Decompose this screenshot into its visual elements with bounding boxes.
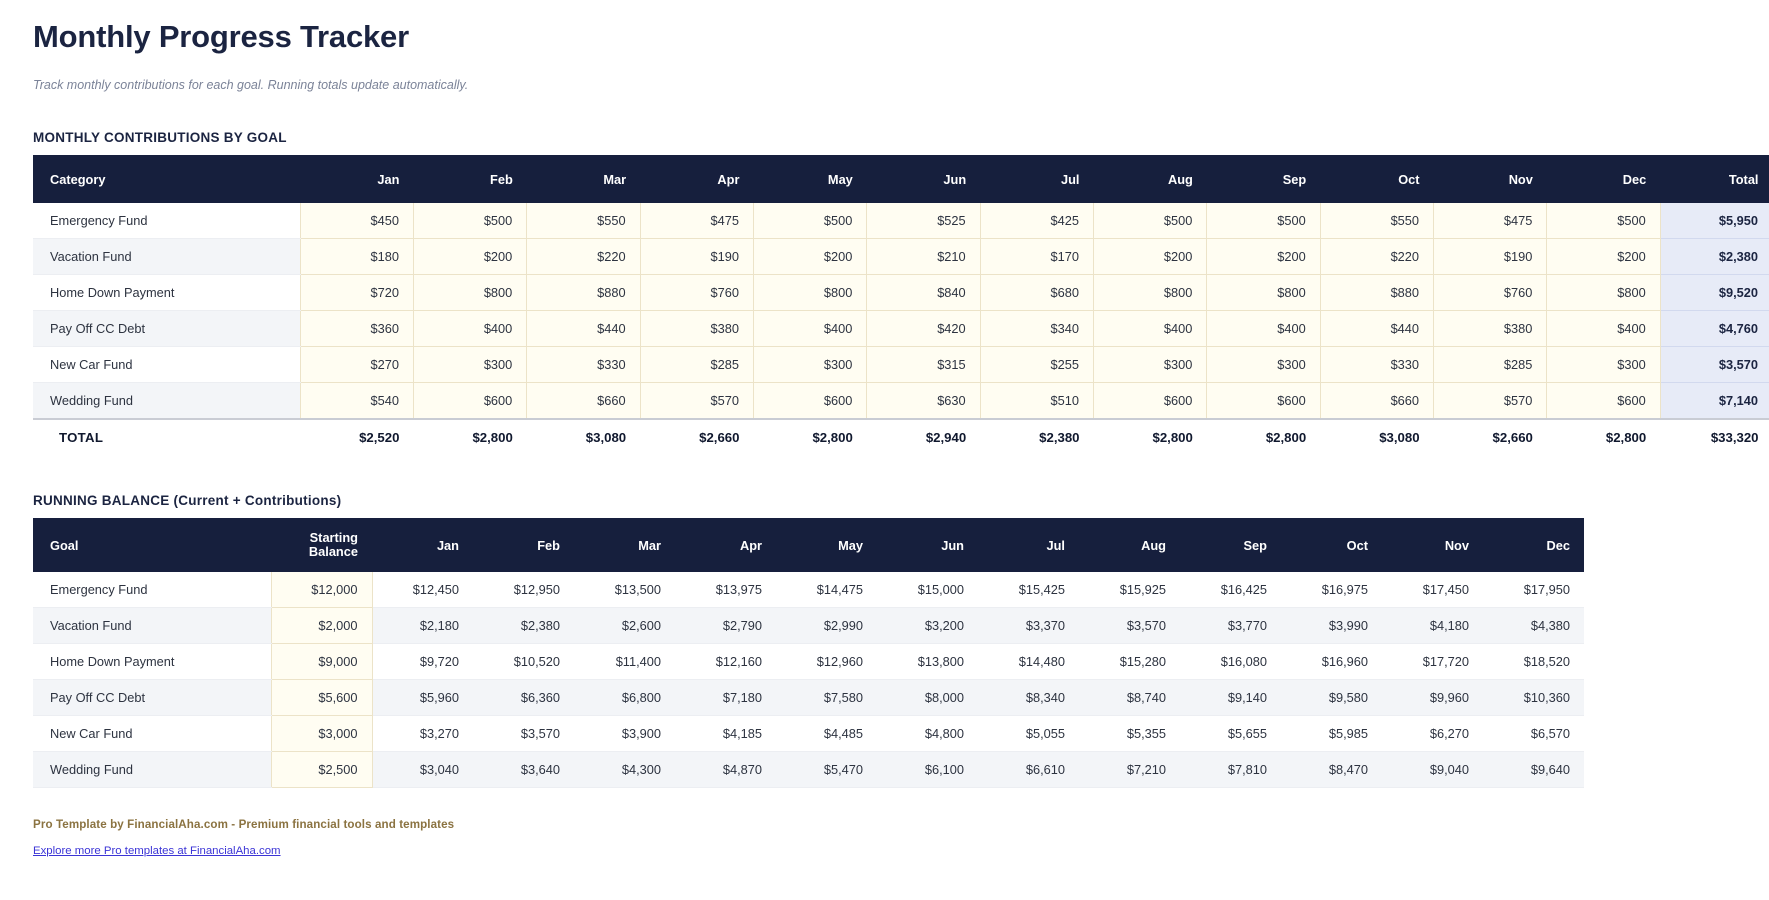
contributions-cell[interactable]: $200 <box>753 239 866 275</box>
contributions-col-header-jan: Jan <box>300 155 413 203</box>
table-row <box>33 383 1769 420</box>
running-balance-cell: $13,975 <box>675 572 776 608</box>
contributions-row-total: $4,760 <box>1660 311 1769 347</box>
running-balance-col-header-nov: Nov <box>1382 518 1483 572</box>
contributions-cell[interactable]: $360 <box>300 311 413 347</box>
contributions-cell[interactable]: $600 <box>1207 383 1320 420</box>
running-balance-cell: $16,975 <box>1281 572 1382 608</box>
contributions-row-total: $7,140 <box>1660 383 1769 420</box>
running-balance-cell: $10,520 <box>473 644 574 680</box>
contributions-cell[interactable]: $190 <box>640 239 753 275</box>
running-balance-cell: $9,040 <box>1382 752 1483 788</box>
grand-total-label: TOTAL <box>33 419 300 455</box>
table-row <box>33 752 1584 788</box>
grand-total-cell: $2,800 <box>413 419 526 455</box>
running-balance-cell: $5,655 <box>1180 716 1281 752</box>
contributions-cell[interactable]: $190 <box>1434 239 1547 275</box>
running-balance-cell: $9,640 <box>1483 752 1584 788</box>
running-balance-table <box>33 518 1584 788</box>
contributions-cell[interactable]: $180 <box>300 239 413 275</box>
contributions-cell[interactable]: $720 <box>300 275 413 311</box>
contributions-cell[interactable]: $800 <box>1547 275 1660 311</box>
contributions-cell[interactable]: $800 <box>753 275 866 311</box>
running-balance-cell: $2,380 <box>473 608 574 644</box>
running-balance-cell: $7,580 <box>776 680 877 716</box>
contributions-cell[interactable]: $420 <box>867 311 980 347</box>
running-balance-col-header-jun: Jun <box>877 518 978 572</box>
contributions-cell[interactable]: $300 <box>1207 347 1320 383</box>
grand-total-cell: $2,940 <box>867 419 980 455</box>
grand-total-cell: $2,800 <box>1207 419 1320 455</box>
promo-text: Pro Template by FinancialAha.com - Premium financial tools and templates <box>33 818 455 831</box>
running-balance-cell: $3,570 <box>1079 608 1180 644</box>
contributions-col-header-may: May <box>753 155 866 203</box>
contributions-cell[interactable]: $330 <box>1320 347 1433 383</box>
running-balance-cell: $4,800 <box>877 716 978 752</box>
running-balance-table-body <box>33 572 1584 788</box>
contributions-cell[interactable]: $500 <box>1207 203 1320 239</box>
contributions-row-label: New Car Fund <box>33 347 300 383</box>
running-balance-col-header-oct: Oct <box>1281 518 1382 572</box>
contributions-cell[interactable]: $300 <box>1547 347 1660 383</box>
running-balance-cell: $8,000 <box>877 680 978 716</box>
contributions-cell[interactable]: $500 <box>753 203 866 239</box>
contributions-cell[interactable]: $200 <box>1207 239 1320 275</box>
grand-total-cell: $2,520 <box>300 419 413 455</box>
running-balance-cell: $3,770 <box>1180 608 1281 644</box>
contributions-cell[interactable]: $600 <box>1547 383 1660 420</box>
starting-balance-cell[interactable]: $2,000 <box>271 608 372 644</box>
contributions-col-header-oct: Oct <box>1320 155 1433 203</box>
running-balance-header-row <box>33 518 1584 572</box>
running-balance-cell: $12,950 <box>473 572 574 608</box>
table-row <box>33 311 1769 347</box>
contributions-cell[interactable]: $550 <box>527 203 640 239</box>
contributions-cell[interactable]: $570 <box>640 383 753 420</box>
running-balance-cell: $4,180 <box>1382 608 1483 644</box>
running-balance-cell: $6,100 <box>877 752 978 788</box>
contributions-col-header-sep: Sep <box>1207 155 1320 203</box>
running-balance-cell: $5,355 <box>1079 716 1180 752</box>
running-balance-cell: $7,180 <box>675 680 776 716</box>
starting-balance-cell[interactable]: $3,000 <box>271 716 372 752</box>
contributions-cell[interactable]: $330 <box>527 347 640 383</box>
contributions-table-body <box>33 203 1769 455</box>
running-balance-cell: $2,990 <box>776 608 877 644</box>
running-balance-cell: $2,180 <box>372 608 473 644</box>
contributions-col-header-jun: Jun <box>867 155 980 203</box>
running-balance-cell: $3,570 <box>473 716 574 752</box>
running-balance-cell: $6,800 <box>574 680 675 716</box>
running-balance-cell: $2,600 <box>574 608 675 644</box>
contributions-cell[interactable]: $440 <box>1320 311 1433 347</box>
running-balance-cell: $9,580 <box>1281 680 1382 716</box>
running-balance-cell: $6,270 <box>1382 716 1483 752</box>
grand-total-sum: $33,320 <box>1660 419 1769 455</box>
running-balance-cell: $14,475 <box>776 572 877 608</box>
promo-link[interactable]: Explore more Pro templates at FinancialAha.com <box>33 845 281 857</box>
contributions-cell[interactable]: $400 <box>1094 311 1207 347</box>
running-balance-cell: $16,425 <box>1180 572 1281 608</box>
grand-total-cell: $3,080 <box>1320 419 1433 455</box>
running-balance-cell: $15,425 <box>978 572 1079 608</box>
running-balance-cell: $11,400 <box>574 644 675 680</box>
contributions-cell[interactable]: $315 <box>867 347 980 383</box>
contributions-cell[interactable]: $380 <box>640 311 753 347</box>
table-row <box>33 608 1584 644</box>
running-balance-cell: $8,470 <box>1281 752 1382 788</box>
grand-total-cell: $2,380 <box>980 419 1093 455</box>
contributions-cell[interactable]: $380 <box>1434 311 1547 347</box>
running-balance-cell: $12,960 <box>776 644 877 680</box>
contributions-cell[interactable]: $340 <box>980 311 1093 347</box>
running-balance-cell: $5,985 <box>1281 716 1382 752</box>
contributions-table-head <box>33 155 1769 203</box>
grand-total-cell: $2,660 <box>1434 419 1547 455</box>
running-balance-col-header-aug: Aug <box>1079 518 1180 572</box>
contributions-col-header-category: Category <box>33 155 300 203</box>
running-balance-cell: $4,185 <box>675 716 776 752</box>
contributions-cell[interactable]: $630 <box>867 383 980 420</box>
running-balance-cell: $5,055 <box>978 716 1079 752</box>
contributions-row-total: $5,950 <box>1660 203 1769 239</box>
contributions-cell[interactable]: $525 <box>867 203 980 239</box>
contributions-cell[interactable]: $285 <box>1434 347 1547 383</box>
contributions-cell[interactable]: $800 <box>413 275 526 311</box>
table-row <box>33 203 1769 239</box>
contributions-cell[interactable]: $600 <box>413 383 526 420</box>
running-balance-cell: $15,280 <box>1079 644 1180 680</box>
table-row <box>33 680 1584 716</box>
running-balance-cell: $4,870 <box>675 752 776 788</box>
grand-total-cell: $2,660 <box>640 419 753 455</box>
running-balance-col-header-jul: Jul <box>978 518 1079 572</box>
contributions-cell[interactable]: $400 <box>1207 311 1320 347</box>
running-balance-cell: $14,480 <box>978 644 1079 680</box>
running-balance-cell: $8,340 <box>978 680 1079 716</box>
running-balance-cell: $16,080 <box>1180 644 1281 680</box>
contributions-cell[interactable]: $440 <box>527 311 640 347</box>
running-balance-cell: $6,360 <box>473 680 574 716</box>
contributions-cell[interactable]: $500 <box>1094 203 1207 239</box>
running-balance-row-label: Pay Off CC Debt <box>33 680 271 716</box>
contributions-cell[interactable]: $170 <box>980 239 1093 275</box>
running-balance-col-header-dec: Dec <box>1483 518 1584 572</box>
running-balance-cell: $6,570 <box>1483 716 1584 752</box>
running-balance-cell: $3,900 <box>574 716 675 752</box>
contributions-cell[interactable]: $300 <box>753 347 866 383</box>
running-balance-col-header-goal: Goal <box>33 518 271 572</box>
contributions-col-header-total: Total <box>1660 155 1769 203</box>
contributions-cell[interactable]: $220 <box>1320 239 1433 275</box>
grand-total-cell: $2,800 <box>1547 419 1660 455</box>
running-balance-section-title: RUNNING BALANCE (Current + Contributions) <box>33 493 342 508</box>
running-balance-table-head <box>33 518 1584 572</box>
contributions-cell[interactable]: $285 <box>640 347 753 383</box>
contributions-cell[interactable]: $300 <box>1094 347 1207 383</box>
contributions-cell[interactable]: $450 <box>300 203 413 239</box>
contributions-row-label: Emergency Fund <box>33 203 300 239</box>
running-balance-cell: $17,450 <box>1382 572 1483 608</box>
contributions-cell[interactable]: $300 <box>413 347 526 383</box>
contributions-cell[interactable]: $200 <box>1094 239 1207 275</box>
running-balance-cell: $18,520 <box>1483 644 1584 680</box>
running-balance-cell: $3,990 <box>1281 608 1382 644</box>
contributions-header-row <box>33 155 1769 203</box>
running-balance-cell: $5,470 <box>776 752 877 788</box>
contributions-cell[interactable]: $600 <box>1094 383 1207 420</box>
contributions-cell[interactable]: $400 <box>413 311 526 347</box>
page-title: Monthly Progress Tracker <box>33 19 409 54</box>
contributions-cell[interactable]: $200 <box>413 239 526 275</box>
running-balance-cell: $9,960 <box>1382 680 1483 716</box>
running-balance-cell: $12,450 <box>372 572 473 608</box>
contributions-cell[interactable]: $600 <box>753 383 866 420</box>
contributions-cell[interactable]: $200 <box>1547 239 1660 275</box>
contributions-row-total: $9,520 <box>1660 275 1769 311</box>
running-balance-cell: $4,485 <box>776 716 877 752</box>
running-balance-row-label: Vacation Fund <box>33 608 271 644</box>
running-balance-row-label: New Car Fund <box>33 716 271 752</box>
table-row <box>33 275 1769 311</box>
contributions-col-header-jul: Jul <box>980 155 1093 203</box>
contributions-table <box>33 155 1769 455</box>
running-balance-cell: $9,720 <box>372 644 473 680</box>
table-row <box>33 716 1584 752</box>
contributions-cell[interactable]: $800 <box>1207 275 1320 311</box>
contributions-row-label: Home Down Payment <box>33 275 300 311</box>
running-balance-col-header-may: May <box>776 518 877 572</box>
contributions-row-label: Wedding Fund <box>33 383 300 420</box>
contributions-row-label: Pay Off CC Debt <box>33 311 300 347</box>
contributions-cell[interactable]: $220 <box>527 239 640 275</box>
contributions-cell[interactable]: $500 <box>1547 203 1660 239</box>
running-balance-cell: $17,950 <box>1483 572 1584 608</box>
contributions-cell[interactable]: $550 <box>1320 203 1433 239</box>
contributions-cell[interactable]: $660 <box>1320 383 1433 420</box>
running-balance-cell: $15,925 <box>1079 572 1180 608</box>
running-balance-row-label: Emergency Fund <box>33 572 271 608</box>
page-subtitle: Track monthly contributions for each goal. Running totals update automatically. <box>33 78 469 92</box>
table-row <box>33 572 1584 608</box>
running-balance-cell: $10,360 <box>1483 680 1584 716</box>
contributions-cell[interactable]: $255 <box>980 347 1093 383</box>
contributions-cell[interactable]: $760 <box>1434 275 1547 311</box>
contributions-cell[interactable]: $880 <box>527 275 640 311</box>
contributions-cell[interactable]: $500 <box>413 203 526 239</box>
running-balance-cell: $9,140 <box>1180 680 1281 716</box>
starting-balance-cell[interactable]: $2,500 <box>271 752 372 788</box>
contributions-cell[interactable]: $680 <box>980 275 1093 311</box>
running-balance-cell: $7,210 <box>1079 752 1180 788</box>
starting-balance-cell[interactable]: $9,000 <box>271 644 372 680</box>
contributions-col-header-apr: Apr <box>640 155 753 203</box>
contributions-cell[interactable]: $400 <box>1547 311 1660 347</box>
running-balance-col-header-sep: Sep <box>1180 518 1281 572</box>
grand-total-cell: $2,800 <box>1094 419 1207 455</box>
contributions-cell[interactable]: $760 <box>640 275 753 311</box>
starting-balance-cell[interactable]: $12,000 <box>271 572 372 608</box>
running-balance-cell: $8,740 <box>1079 680 1180 716</box>
contributions-row-label: Vacation Fund <box>33 239 300 275</box>
running-balance-col-header-feb: Feb <box>473 518 574 572</box>
running-balance-row-label: Home Down Payment <box>33 644 271 680</box>
contributions-row-total: $2,380 <box>1660 239 1769 275</box>
table-row <box>33 239 1769 275</box>
running-balance-cell: $12,160 <box>675 644 776 680</box>
starting-balance-cell[interactable]: $5,600 <box>271 680 372 716</box>
running-balance-cell: $5,960 <box>372 680 473 716</box>
running-balance-col-header-jan: Jan <box>372 518 473 572</box>
running-balance-cell: $6,610 <box>978 752 1079 788</box>
running-balance-row-label: Wedding Fund <box>33 752 271 788</box>
contributions-col-header-feb: Feb <box>413 155 526 203</box>
contributions-cell[interactable]: $510 <box>980 383 1093 420</box>
contributions-cell[interactable]: $425 <box>980 203 1093 239</box>
contributions-col-header-dec: Dec <box>1547 155 1660 203</box>
table-row <box>33 644 1584 680</box>
grand-total-cell: $2,800 <box>753 419 866 455</box>
contributions-cell[interactable]: $540 <box>300 383 413 420</box>
running-balance-cell: $3,270 <box>372 716 473 752</box>
footer <box>33 818 1769 859</box>
contributions-cell[interactable]: $800 <box>1094 275 1207 311</box>
contributions-col-header-aug: Aug <box>1094 155 1207 203</box>
contributions-col-header-mar: Mar <box>527 155 640 203</box>
running-balance-cell: $3,640 <box>473 752 574 788</box>
running-balance-col-header-apr: Apr <box>675 518 776 572</box>
running-balance-cell: $4,380 <box>1483 608 1584 644</box>
running-balance-cell: $3,370 <box>978 608 1079 644</box>
contributions-cell[interactable]: $210 <box>867 239 980 275</box>
contributions-cell[interactable]: $840 <box>867 275 980 311</box>
running-balance-cell: $2,790 <box>675 608 776 644</box>
running-balance-cell: $3,200 <box>877 608 978 644</box>
contributions-cell[interactable]: $475 <box>640 203 753 239</box>
contributions-cell[interactable]: $475 <box>1434 203 1547 239</box>
running-balance-col-header-starting-balance: Starting Balance <box>271 518 372 572</box>
contributions-cell[interactable]: $270 <box>300 347 413 383</box>
grand-total-cell: $3,080 <box>527 419 640 455</box>
running-balance-cell: $3,040 <box>372 752 473 788</box>
running-balance-cell: $17,720 <box>1382 644 1483 680</box>
contributions-section-title: MONTHLY CONTRIBUTIONS BY GOAL <box>33 130 287 145</box>
running-balance-cell: $13,500 <box>574 572 675 608</box>
running-balance-col-header-mar: Mar <box>574 518 675 572</box>
contributions-cell[interactable]: $570 <box>1434 383 1547 420</box>
running-balance-cell: $15,000 <box>877 572 978 608</box>
running-balance-cell: $4,300 <box>574 752 675 788</box>
contributions-row-total: $3,570 <box>1660 347 1769 383</box>
contributions-col-header-nov: Nov <box>1434 155 1547 203</box>
contributions-cell[interactable]: $400 <box>753 311 866 347</box>
running-balance-cell: $16,960 <box>1281 644 1382 680</box>
running-balance-cell: $7,810 <box>1180 752 1281 788</box>
table-row <box>33 347 1769 383</box>
contributions-grand-total-row <box>33 419 1769 455</box>
running-balance-cell: $13,800 <box>877 644 978 680</box>
contributions-cell[interactable]: $880 <box>1320 275 1433 311</box>
contributions-cell[interactable]: $660 <box>527 383 640 420</box>
